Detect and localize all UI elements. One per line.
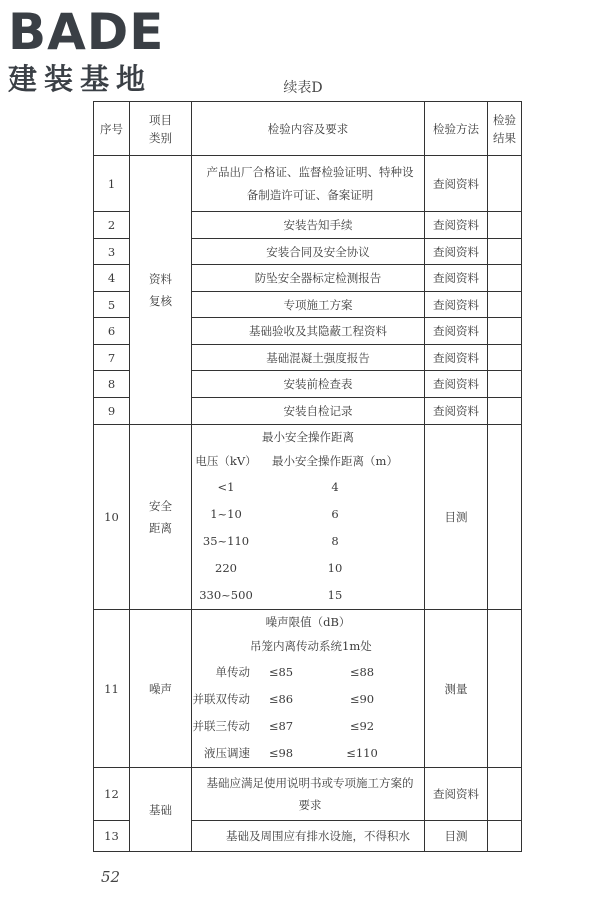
row-content: 安装自检记录	[192, 398, 425, 425]
row-no: 8	[94, 371, 130, 398]
category-cell: 噪声	[130, 610, 192, 768]
row-method: 查阅资料	[425, 318, 488, 345]
row-method: 目测	[425, 821, 488, 852]
noise-row	[192, 713, 424, 740]
noise-inside: ≤86	[268, 692, 294, 706]
noise-outside: ≤92	[349, 719, 375, 733]
table-row	[94, 425, 522, 610]
row-no: 1	[94, 156, 130, 212]
row-result	[488, 398, 522, 425]
table-row	[94, 610, 522, 768]
header-no: 序号	[94, 102, 130, 156]
noise-row	[192, 740, 424, 767]
row-result	[488, 318, 522, 345]
distance-value: 8	[331, 533, 339, 548]
row-method: 查阅资料	[425, 398, 488, 425]
header-result: 检验 结果	[488, 102, 522, 156]
row-result	[488, 768, 522, 821]
noise-mode: 并联双传动	[192, 692, 250, 706]
row-result	[488, 371, 522, 398]
row-no: 3	[94, 239, 130, 265]
row-no: 13	[94, 821, 130, 852]
voltage-value: 35~110	[202, 533, 250, 548]
safety-distance-row	[192, 501, 424, 528]
distance-value: 10	[327, 560, 343, 575]
table-row	[94, 768, 522, 821]
noise-head	[192, 634, 424, 659]
row-result	[488, 425, 522, 610]
noise-mode: 并联三传动	[192, 719, 250, 733]
noise-mode: 液压调速	[204, 746, 250, 760]
row-content: 防坠安全器标定检测报告	[192, 265, 425, 292]
noise-inside-header: 吊笼内	[250, 639, 285, 653]
row-method: 查阅资料	[425, 371, 488, 398]
safety-distance-row	[192, 474, 424, 501]
distance-value: 15	[327, 587, 343, 602]
noise-mode: 单传动	[215, 665, 250, 679]
safety-distance-row	[192, 528, 424, 555]
row-method: 查阅资料	[425, 212, 488, 239]
header-category: 项目 类别	[130, 102, 192, 156]
voltage-value: 1~10	[210, 506, 242, 521]
safety-distance-cell	[192, 425, 425, 610]
row-content: 产品出厂合格证、监督检验证明、特种设备制造许可证、备案证明	[192, 156, 425, 212]
noise-row	[192, 686, 424, 713]
noise-title: 噪声限值（dB）	[265, 615, 351, 629]
noise-outside-header: 离传动系统1m处	[284, 639, 372, 653]
voltage-header: 电压（kV）	[195, 453, 257, 468]
row-method: 目测	[425, 425, 488, 610]
row-no: 5	[94, 292, 130, 318]
row-no: 10	[94, 425, 130, 610]
row-result	[488, 239, 522, 265]
row-content: 基础混凝土强度报告	[192, 345, 425, 371]
category-cell: 安全 距离	[130, 425, 192, 610]
table-row	[94, 156, 522, 212]
row-no: 2	[94, 212, 130, 239]
row-content: 基础应满足使用说明书或专项施工方案的要求	[192, 768, 425, 821]
row-result	[488, 345, 522, 371]
noise-outside: ≤90	[349, 692, 375, 706]
page-number: 52	[101, 868, 121, 886]
row-no: 4	[94, 265, 130, 292]
safety-distance-row	[192, 582, 424, 609]
logo-subtitle: 建装基地	[8, 62, 153, 96]
voltage-value: 220	[215, 560, 237, 575]
category-cell: 资料 复核	[130, 156, 192, 425]
row-result	[488, 212, 522, 239]
distance-value: 4	[331, 479, 339, 494]
distance-value: 6	[331, 506, 339, 521]
row-no: 12	[94, 768, 130, 821]
header-method: 检验方法	[425, 102, 488, 156]
inspection-table	[93, 101, 522, 852]
safety-distance-title: 最小安全操作距离	[262, 429, 354, 444]
row-result	[488, 292, 522, 318]
safety-distance-head	[192, 448, 424, 474]
row-method: 查阅资料	[425, 239, 488, 265]
row-no: 6	[94, 318, 130, 345]
row-content: 安装前检查表	[192, 371, 425, 398]
row-method: 查阅资料	[425, 345, 488, 371]
noise-row	[192, 659, 424, 686]
voltage-value: <1	[217, 479, 235, 494]
category-cell: 基础	[130, 768, 192, 852]
row-content: 基础及周围应有排水设施，不得积水	[192, 821, 425, 852]
row-no: 7	[94, 345, 130, 371]
table-caption: 续表D	[283, 80, 323, 96]
row-result	[488, 265, 522, 292]
logo-wordmark: BADE	[8, 3, 165, 61]
row-content: 安装合同及安全协议	[192, 239, 425, 265]
noise-inside: ≤85	[268, 665, 294, 679]
row-method: 测量	[425, 610, 488, 768]
noise-cell	[192, 610, 425, 768]
row-result	[488, 821, 522, 852]
row-content: 安装告知手续	[192, 212, 425, 239]
header-row	[94, 102, 522, 156]
row-no: 9	[94, 398, 130, 425]
row-content: 基础验收及其隐蔽工程资料	[192, 318, 425, 345]
row-content: 专项施工方案	[192, 292, 425, 318]
voltage-value: 330~500	[199, 587, 253, 602]
row-method: 查阅资料	[425, 768, 488, 821]
row-method: 查阅资料	[425, 292, 488, 318]
row-result	[488, 156, 522, 212]
noise-inside: ≤87	[268, 719, 294, 733]
distance-header: 最小安全操作距离（m）	[272, 453, 398, 468]
row-result	[488, 610, 522, 768]
noise-inside: ≤98	[268, 746, 294, 760]
safety-distance-row	[192, 555, 424, 582]
noise-outside: ≤110	[346, 746, 378, 760]
header-content: 检验内容及要求	[192, 102, 425, 156]
row-no: 11	[94, 610, 130, 768]
row-method: 查阅资料	[425, 156, 488, 212]
row-method: 查阅资料	[425, 265, 488, 292]
noise-outside: ≤88	[349, 665, 375, 679]
